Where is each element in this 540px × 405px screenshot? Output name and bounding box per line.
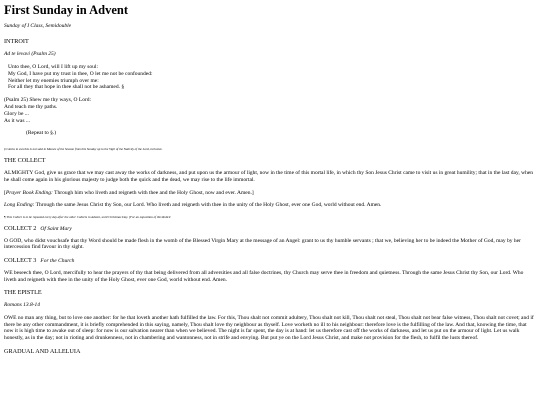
collect2-heading-label: COLLECT 2 [4, 224, 37, 232]
introit-psalm-line: And teach me thy paths. [4, 103, 58, 110]
collect3-text: WE beseech thee, O Lord, mercifully to hear the prayers of thy that being delivered from all adversities and all false doctrines, thy Church may serve thee in freedom and quietness. Through the same Jesus Christ thy Son, our Lord. Who liveth and reigneth with thee in the unity of the Holy Ghost, ever one God, world without end. Amen. [4, 269, 524, 283]
introit-verse [4, 64, 536, 91]
introit-psalm [4, 97, 536, 124]
collect-heading: THE COLLECT [4, 157, 46, 165]
collect-rubric-note: ¶ This Collect is to be repeated every day after the other Collects in Advent, until Christmas Day. [For an exposition of this Rubric [4, 214, 171, 219]
collect2-rubric: Of Saint Mary [40, 225, 72, 232]
prayer-book-ending: [Prayer Book Ending: Through him who liveth and reigneth with thee and the Holy Ghost, now and ever. Amen.] [4, 189, 254, 196]
long-ending [4, 202, 536, 209]
collect2-text: O GOD, who didst vouchsafe that thy Word should be made flesh in the womb of the Blessed Virgin Mary at the message of an Angel: grant to us thy humble servants ; that we, believing her to be indeed the Mother of God, may by her intercession find favour in thy sight. [4, 237, 521, 251]
gradual-heading: GRADUAL AND ALLELUIA [4, 347, 81, 355]
epistle-text: OWE no man any thing, but to love one another: for he that loveth another hath fulfilled the law. For this, Thou shalt not commit adultery, Thou shalt not kill, Thou shalt not steal, Thou shalt not bear false witness, Thou shalt not covet; and if there be any other commandment, it is briefly comprehended in this saying, namely, Thou shalt love thy neighbour as thyself. Love worketh no ill to his neighbour: therefore love is the fulfilling of the law. And that, knowing the time, that now it is high time to awake out of sleep: for now is our salvation nearer than when we believed. The night is far spent, the day is at hand: let us therefore cast off the works of darkness, and let us put on the armour of light. Let us walk honestly, as in the day; not in rioting and drunkenness, not in chambering and wantonness, not in strife and envying. But put ye on the Lord Jesus Christ, and make not provision for the flesh, to fulfil the lusts thereof. [4, 315, 534, 341]
collect3-heading [4, 257, 536, 265]
epistle-heading: THE EPISTLE [4, 289, 42, 297]
collect-text: ALMIGHTY God, give us grace that we may cast away the works of darkness, and put upon us the armour of light, now in the time of this mortal life, in which thy Son Jesus Christ came to visit us in great humility; that in the last day, when he shall come again in his glorious majesty to judge both the quick and the dead, we may rise to the life immortal. [4, 170, 534, 183]
collect2-heading [4, 225, 536, 233]
introit-verse-line: My God, I have put my trust in thee, O let me not be confounded: [8, 70, 153, 77]
introit-rubric: Ad te levavi (Psalm 25) [4, 51, 56, 57]
epistle-rubric: Romans 13.8-14 [4, 302, 41, 309]
introit-verse-line: For all they that hope in thee shall not be ashamed. § [8, 84, 125, 91]
collect3-heading-label: COLLECT 3 [4, 256, 37, 264]
long-ending-label: Long Ending: [4, 202, 35, 209]
introit-psalm-line: Glory be ... [4, 110, 29, 117]
introit-psalm-line: (Psalm 25) Shew me thy ways, O Lord: [4, 97, 92, 104]
page-title: First Sunday in Advent [4, 3, 128, 17]
introit-repeat: (Repeat to §.) [26, 130, 57, 137]
collect3-rubric: For the Church [40, 257, 75, 264]
page-subtitle: Sunday of I Class, Semidouble [4, 23, 72, 29]
long-ending-text: Through the same Jesus Christ thy Son, our Lord. Who liveth and reigneth with thee in the unity of the Holy Ghost, ever one God, world without end. Amen. [34, 202, 382, 209]
introit-heading: INTROIT [4, 38, 29, 45]
introit-psalm-line: As it was ... [4, 117, 30, 124]
prayer-book-ending-text: Through him who liveth and reigneth with thee and the Holy Ghost, now and ever. Amen. [52, 189, 252, 196]
introit-verse-line: Unto thee, O Lord, will I lift up my soul: [8, 64, 98, 70]
introit-verse-line: Neither let my enemies triumph over me: [8, 77, 99, 84]
prayer-book-ending-label: Prayer Book Ending: [5, 189, 53, 196]
gloria-note: § Gloria in excelsis is not said in Masses of the Season from this Sunday up to the Vigil of the Nativity of the Lord, inclusive. [4, 147, 163, 152]
